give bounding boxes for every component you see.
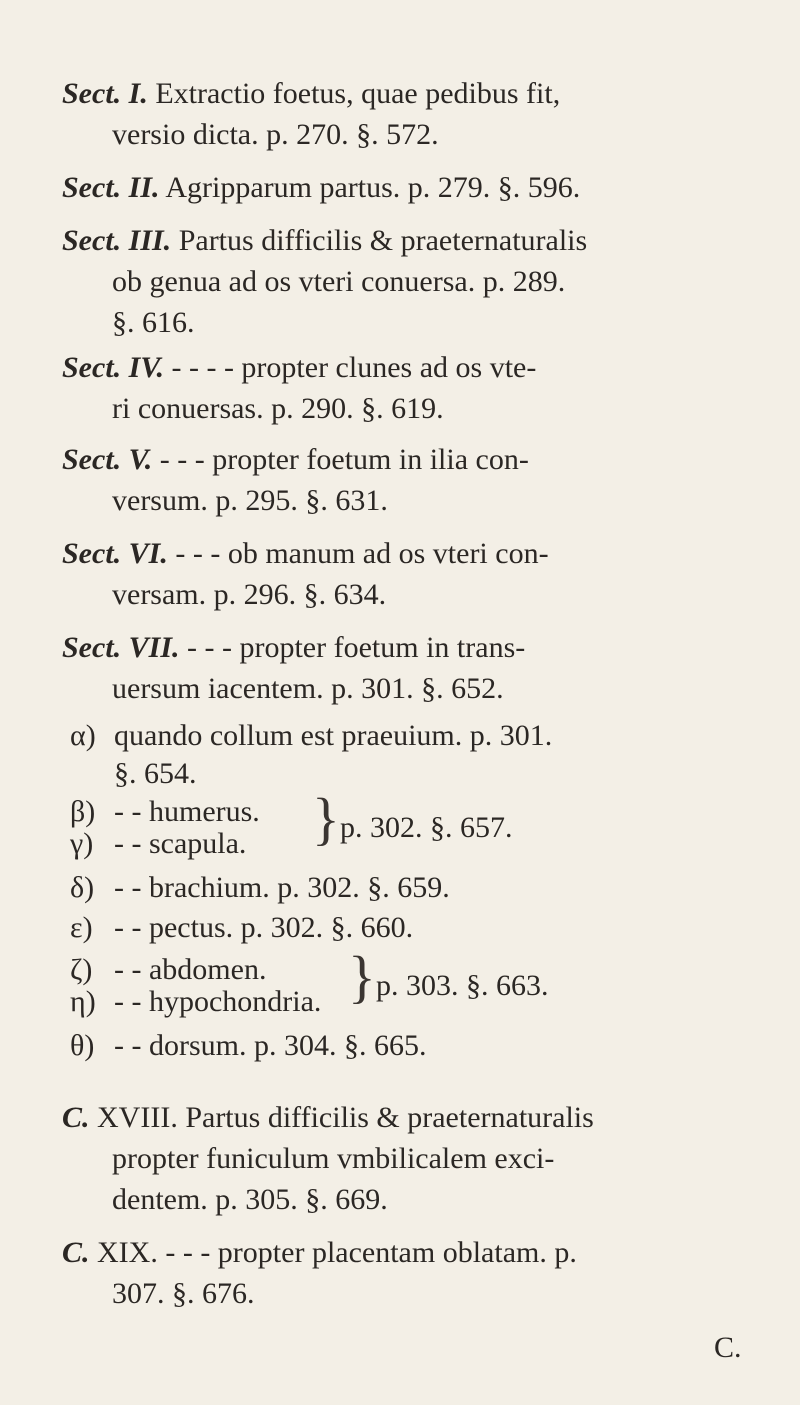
entry-line: versam. p. 296. §. 634. [112,578,387,611]
entry-line: §. 654. [114,757,197,790]
entry-line: §. 616. [112,306,195,339]
entry-line: Sect. II. Agripparum partus. p. 279. §. 596. [62,171,581,204]
entry-line: Sect. V. - - - propter foetum in ilia con- [62,443,529,476]
entry-line: α) quando collum est praeuium. p. 301. [70,719,553,752]
entry-line: ob genua ad os vteri conuersa. p. 289. [112,265,566,298]
entry-line: versio dicta. p. 270. §. 572. [112,118,439,151]
entry-line: 307. §. 676. [112,1277,255,1310]
entry-line: dentem. p. 305. §. 669. [112,1183,388,1216]
catchword: C. [714,1331,742,1364]
brace-reference: p. 303. §. 663. [376,969,549,1002]
entry-line: Sect. VI. - - - ob manum ad os vteri con- [62,537,549,570]
entry-line: propter funiculum vmbilicalem exci- [112,1142,555,1175]
entry-line: uersum iacentem. p. 301. §. 652. [112,672,504,705]
brace-icon: } [312,786,340,851]
entry-line: ζ) - - abdomen. [70,953,267,986]
brace-icon: } [348,944,376,1009]
entry-line: γ) - - scapula. [70,827,247,860]
entry-line: ε) - - pectus. p. 302. §. 660. [70,911,414,944]
entry-line: versum. p. 295. §. 631. [112,484,388,517]
entry-line: C. XVIII. Partus difficilis & praeternaturalis [62,1101,594,1134]
entry-line: Sect. I. Extractio foetus, quae pedibus fit, [62,77,561,110]
brace-reference: p. 302. §. 657. [340,811,513,844]
entry-line: β) - - humerus. [70,795,260,828]
entry-line: ri conuersas. p. 290. §. 619. [112,392,444,425]
entry-line: Sect. IV. - - - - propter clunes ad os vte- [62,351,537,384]
entry-line: C. XIX. - - - propter placentam oblatam. p. [62,1236,577,1269]
entry-line: δ) - - brachium. p. 302. §. 659. [70,871,450,904]
entry-line: θ) - - dorsum. p. 304. §. 665. [70,1029,427,1062]
entry-line: Sect. VII. - - - propter foetum in trans- [62,631,526,664]
entry-line: η) - - hypochondria. [70,985,322,1018]
entry-line: Sect. III. Partus difficilis & praeternaturalis [62,224,588,257]
